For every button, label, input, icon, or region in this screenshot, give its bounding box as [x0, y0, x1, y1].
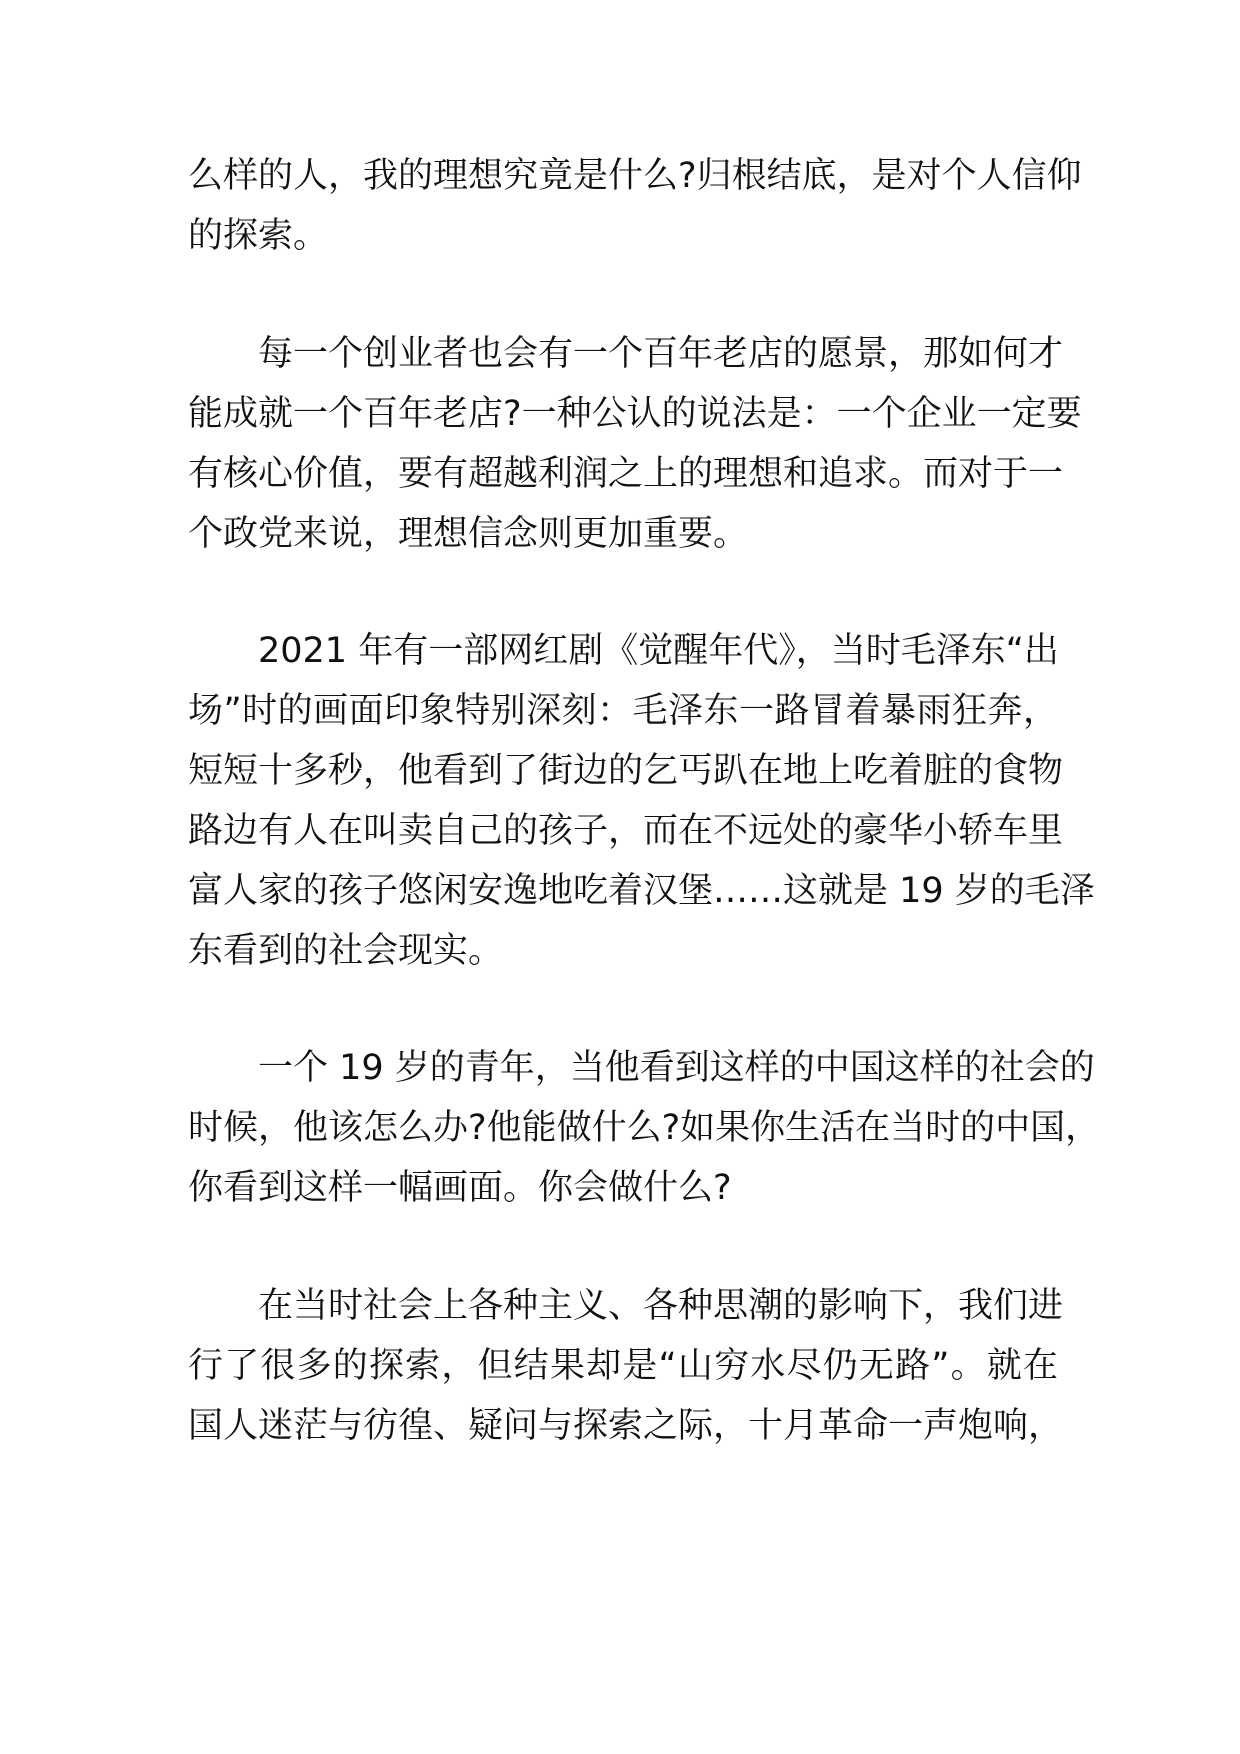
- paragraph-1-line-1: 么样的人，我的理想究竟是什么?归根结底，是对个人信仰: [188, 156, 1082, 196]
- paragraph-2-line-3: 有核心价值，要有超越利润之上的理想和追求。而对于一: [188, 454, 1064, 494]
- paragraph-5-line-1: 在当时社会上各种主义、各种思潮的影响下，我们进: [258, 1286, 1064, 1326]
- paragraph-5-line-2: 行了很多的探索，但结果却是“山穷水尽仍无路”。就在: [188, 1346, 1058, 1386]
- paragraph-3-line-4: 路边有人在叫卖自己的孩子，而在不远处的豪华小轿车里: [188, 811, 1064, 851]
- paragraph-2-line-2: 能成就一个百年老店?一种公认的说法是：一个企业一定要: [188, 394, 1082, 434]
- paragraph-2-line-1: 每一个创业者也会有一个百年老店的愿景，那如何才: [258, 334, 1064, 374]
- paragraph-3-line-2: 场”时的画面印象特别深刻：毛泽东一路冒着暴雨狂奔，: [188, 691, 1058, 731]
- paragraph-3-line-1: 2021 年有一部网红剧《觉醒年代》，当时毛泽东“出: [258, 631, 1059, 671]
- paragraph-4-line-1: 一个 19 岁的青年，当他看到这样的中国这样的社会的: [258, 1048, 1095, 1088]
- paragraph-4-line-3: 你看到这样一幅画面。你会做什么?: [188, 1168, 732, 1208]
- paragraph-3-line-3: 短短十多秒，他看到了街边的乞丐趴在地上吃着脏的食物: [188, 751, 1064, 791]
- paragraph-4-line-2: 时候，他该怎么办?他能做什么?如果你生活在当时的中国，: [188, 1108, 1101, 1148]
- paragraph-5-line-3: 国人迷茫与彷徨、疑问与探索之际，十月革命一声炮响，: [188, 1406, 1064, 1446]
- paragraph-1-line-2: 的探索。: [188, 216, 329, 256]
- paragraph-3-line-6: 东看到的社会现实。: [188, 931, 504, 971]
- paragraph-3-line-5: 富人家的孩子悠闲安逸地吃着汉堡……这就是 19 岁的毛泽: [188, 871, 1095, 911]
- paragraph-2-line-4: 个政党来说，理想信念则更加重要。: [188, 514, 749, 554]
